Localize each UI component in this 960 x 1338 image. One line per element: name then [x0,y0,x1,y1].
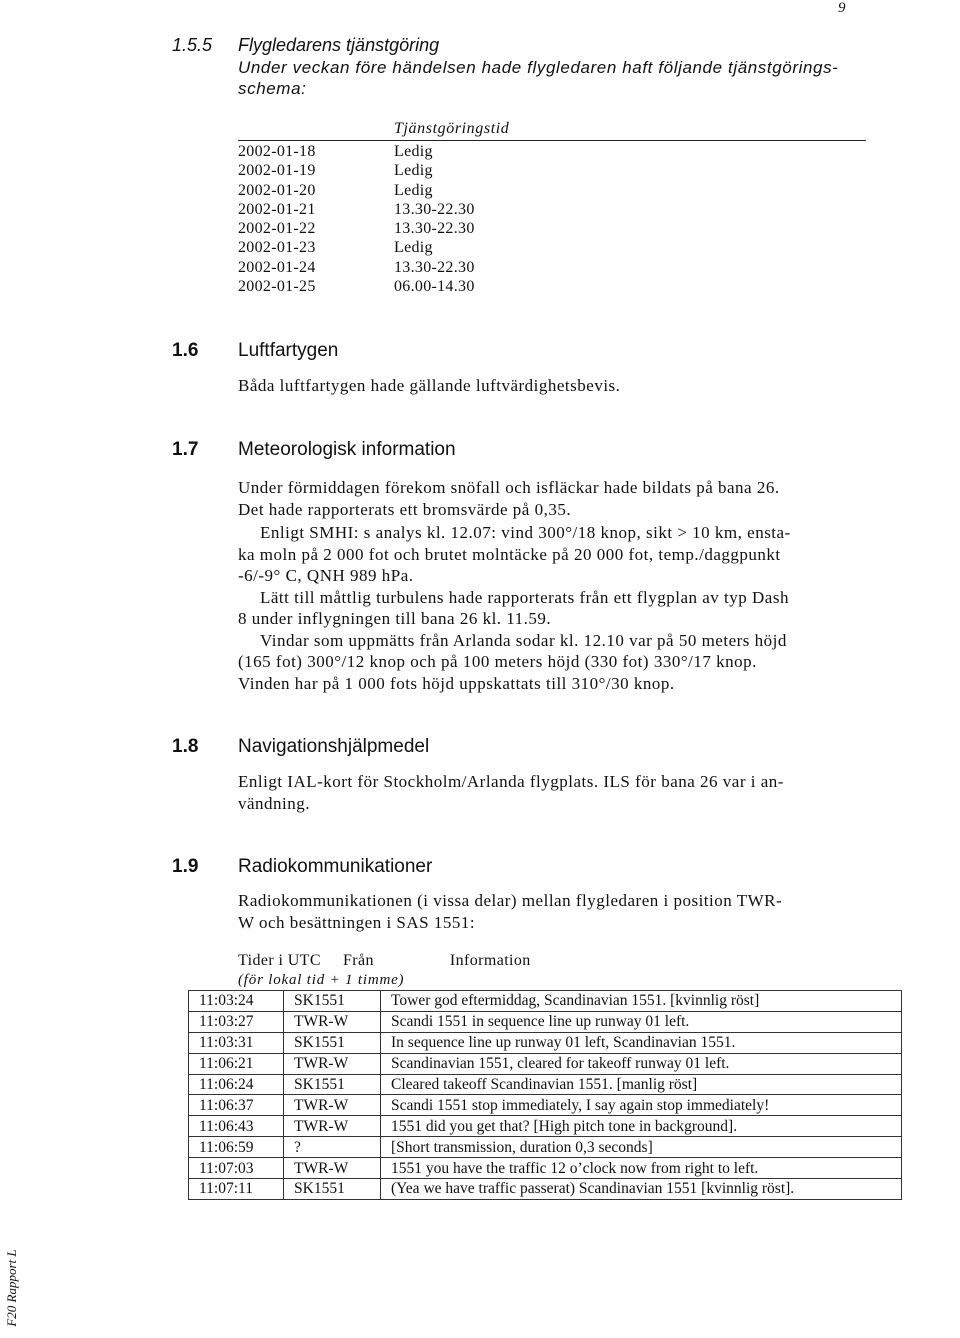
cell-from: ? [284,1137,381,1158]
schedule-row [238,220,475,239]
comm-table-subheader: (för lokal tid + 1 timme) [238,972,405,988]
paragraph-line: (165 fot) 300°/12 knop och på 100 meters höjd (330 fot) 330°/17 knop. [238,652,757,671]
cell-from: TWR-W [284,1095,381,1116]
cell-from: TWR-W [284,1158,381,1179]
table-row [189,991,902,1012]
paragraph-line: vändning. [238,793,311,813]
cell-info: [Short transmission, duration 0,3 seconds] [381,1137,902,1158]
table-row [189,1074,902,1095]
section-title: Flygledarens tjänstgöring [238,35,440,55]
section-title: Luftfartygen [238,340,339,361]
paragraph-line: Lätt till måttlig turbulens hade rapporterats från ett flygplan av typ Dash [260,587,789,607]
schedule-value: Ledig [394,162,433,180]
paragraph-line: Enligt SMHI: s analys kl. 12.07: vind 300°/18 knop, sikt > 10 km, ensta- [260,523,791,542]
cell-time: 11:06:43 [189,1116,284,1137]
cell-info: Scandi 1551 in sequence line up runway 01 left. [381,1011,902,1032]
section-title: Radiokommunikationer [238,856,433,877]
cell-info: Tower god eftermiddag, Scandinavian 1551. [kvinnlig röst] [381,991,902,1012]
schedule-value: Ledig [394,239,433,257]
cell-time: 11:06:37 [189,1095,284,1116]
section-text: Båda luftfartygen hade gällande luftvärdighetsbevis. [238,376,621,395]
cell-from: TWR-W [284,1116,381,1137]
schedule-row [238,201,475,220]
section-paragraph [238,771,784,814]
schedule-row [238,239,475,258]
cell-time: 11:07:03 [189,1158,284,1179]
schedule-date: 2002-01-20 [238,181,316,199]
cell-from: SK1551 [284,991,381,1012]
schedule-row [238,278,475,297]
cell-from: SK1551 [284,1179,381,1200]
intro-line: schema: [238,79,307,98]
table-row [189,1053,902,1074]
paragraph-line: -6/-9° C, QNH 989 hPa. [238,566,414,585]
section-number: 1.5.5 [172,35,213,55]
cell-time: 11:03:31 [189,1032,284,1053]
schedule-value: 13.30-22.30 [394,220,475,238]
schedule-divider [238,140,866,141]
table-row [189,1137,902,1158]
cell-time: 11:06:59 [189,1137,284,1158]
section-number: 1.8 [172,736,199,757]
table-row [189,1011,902,1032]
paragraph-line: Det hade rapporterats ett bromsvärde på 0,35. [238,499,572,519]
cell-info: 1551 did you get that? [High pitch tone in background]. [381,1116,902,1137]
cell-info: Scandinavian 1551, cleared for takeoff runway 01 left. [381,1053,902,1074]
cell-time: 11:03:24 [189,991,284,1012]
schedule-row [238,143,475,162]
section-number: 1.6 [172,340,199,361]
section-intro [238,57,868,99]
table-row [189,1116,902,1137]
cell-info: Cleared takeoff Scandinavian 1551. [manlig röst] [381,1074,902,1095]
cell-time: 11:03:27 [189,1011,284,1032]
cell-info: In sequence line up runway 01 left, Scandinavian 1551. [381,1032,902,1053]
comm-table [188,990,902,1200]
comm-table-header [238,952,531,970]
paragraph-line: ka moln på 2 000 fot och brutet molntäcke på 20 000 fot, temp./daggpunkt [238,544,781,564]
table-row [189,1032,902,1053]
schedule-date: 2002-01-18 [238,143,316,160]
paragraph-line: Vinden har på 1 000 fots höjd uppskattats till 310°/30 knop. [238,673,675,693]
cell-time: 11:06:24 [189,1074,284,1095]
schedule-date: 2002-01-19 [238,162,316,180]
cell-from: SK1551 [284,1032,381,1053]
cell-info: Scandi 1551 stop immediately, I say again stop immediately! [381,1095,902,1116]
column-header-info: Information [449,952,531,969]
paragraph-line: Radiokommunikationen (i vissa delar) mellan flygledaren i position TWR- [238,891,783,910]
table-row [189,1095,902,1116]
schedule-row [238,259,475,278]
schedule-date: 2002-01-23 [238,239,316,257]
cell-from: TWR-W [284,1053,381,1074]
schedule-date: 2002-01-24 [238,258,316,276]
schedule-list [238,143,475,297]
section-paragraph [238,522,791,694]
paragraph-line: Vindar som uppmätts från Arlanda sodar kl. 12.10 var på 50 meters höjd [260,630,787,650]
schedule-value: Ledig [394,143,433,160]
column-header-time: Tider i UTC [238,952,321,969]
side-report-label: F20 Rapport L [4,1249,19,1327]
section-number: 1.7 [172,439,199,460]
schedule-row [238,162,475,181]
schedule-value: 13.30-22.30 [394,200,475,218]
column-header-from: Från [342,952,374,969]
schedule-date: 2002-01-22 [238,220,316,238]
table-row [189,1179,902,1200]
section-paragraph [238,890,782,933]
paragraph-line: W och besättningen i SAS 1551: [238,912,476,932]
page-number: 9 [838,0,846,16]
cell-info: 1551 you have the traffic 12 o’clock now from right to left. [381,1158,902,1179]
section-title: Navigationshjälpmedel [238,736,430,757]
cell-time: 11:06:21 [189,1053,284,1074]
schedule-value: 13.30-22.30 [394,258,475,276]
cell-from: SK1551 [284,1074,381,1095]
schedule-date: 2002-01-21 [238,200,316,218]
schedule-date: 2002-01-25 [238,278,316,296]
schedule-header: Tjänstgöringstid [394,120,510,137]
section-number: 1.9 [172,856,199,877]
schedule-row [238,182,475,201]
cell-from: TWR-W [284,1011,381,1032]
paragraph-line: 8 under inflygningen till bana 26 kl. 11.59. [238,609,552,628]
intro-line: Under veckan före händelsen hade flygledaren haft följande tjänstgörings- [238,58,839,77]
schedule-value: Ledig [394,181,433,199]
section-title: Meteorologisk information [238,439,456,460]
paragraph-line: Enligt IAL-kort för Stockholm/Arlanda flygplats. ILS för bana 26 var i an- [238,772,784,791]
paragraph-line: Under förmiddagen förekom snöfall och isfläckar hade bildats på bana 26. [238,478,780,497]
schedule-value: 06.00-14.30 [394,278,475,296]
table-row [189,1158,902,1179]
section-paragraph [238,477,780,520]
cell-time: 11:07:11 [189,1179,284,1200]
cell-info: (Yea we have traffic passerat) Scandinavian 1551 [kvinnlig röst]. [381,1179,902,1200]
